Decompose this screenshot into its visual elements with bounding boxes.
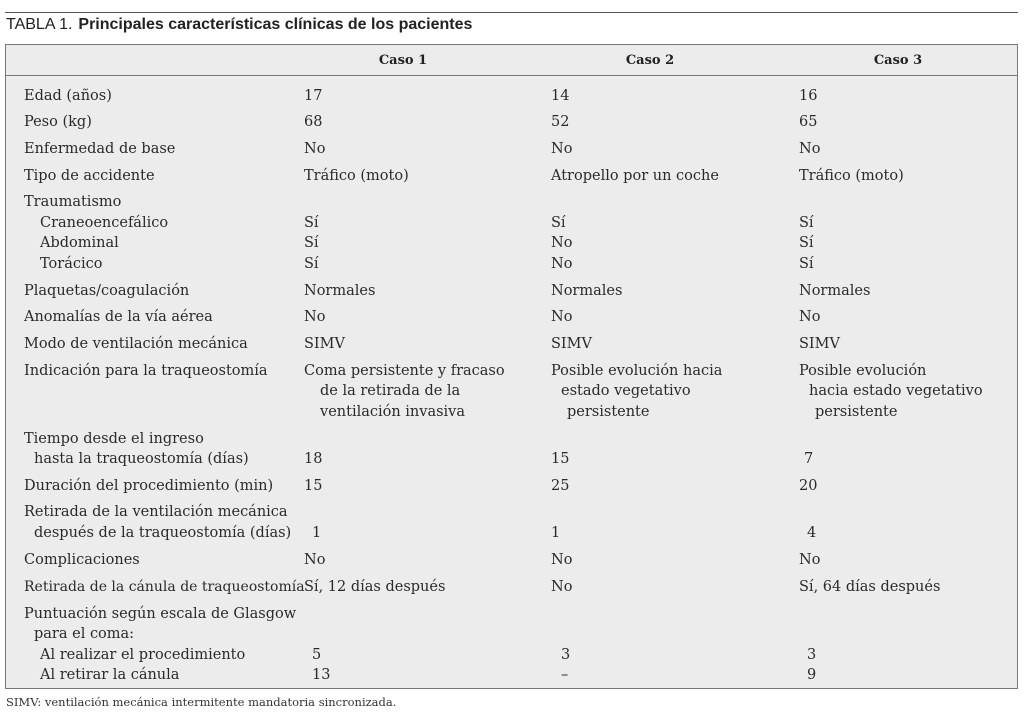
table-caption — [6, 16, 472, 34]
cell-caso-1: 18 — [304, 451, 323, 467]
cell-caso-1: 15 — [304, 478, 323, 494]
cell-caso-3-line-3: persistente — [815, 404, 898, 420]
cell-caso-2: No — [551, 579, 573, 595]
cell-caso-2: 52 — [551, 114, 570, 130]
cell-caso-2: 25 — [551, 478, 570, 494]
row-label: Puntuación según escala de Glasgow — [24, 606, 297, 622]
cell-caso-1-line-3: ventilación invasiva — [320, 404, 466, 420]
row-label: Edad (años) — [24, 88, 112, 104]
cell-caso-1: 1 — [312, 525, 322, 541]
cell-caso-3: 16 — [799, 88, 818, 104]
cell-caso-1: Tráfico (moto) — [304, 168, 409, 184]
row-label: Abdominal — [40, 235, 119, 251]
cell-caso-1: Sí, 12 días después — [304, 579, 446, 595]
row-label: Craneoencefálico — [40, 215, 169, 231]
cell-caso-1: No — [304, 552, 326, 568]
clinical-table — [5, 44, 1018, 689]
row-label: Indicación para la traqueostomía — [24, 363, 268, 379]
cell-caso-2: Atropello por un coche — [551, 168, 719, 184]
cell-caso-2: 1 — [551, 525, 561, 541]
cell-caso-2: 3 — [561, 647, 571, 663]
cell-caso-3: Tráfico (moto) — [799, 168, 904, 184]
row-label-continued: para el coma: — [34, 626, 135, 642]
cell-caso-2: Sí — [551, 215, 566, 231]
row-label: Anomalías de la vía aérea — [24, 309, 213, 325]
cell-caso-1: Normales — [304, 283, 376, 299]
table-number: TABLA 1. — [6, 16, 73, 33]
row-label: Traumatismo — [24, 194, 122, 210]
cell-caso-3: Sí — [799, 256, 814, 272]
cell-caso-3: No — [799, 552, 821, 568]
cell-caso-1: Sí — [304, 215, 319, 231]
cell-caso-3: Normales — [799, 283, 871, 299]
cell-caso-3: Sí — [799, 215, 814, 231]
table-title: Principales características clínicas de los pacientes — [78, 16, 473, 33]
row-label: Torácico — [40, 256, 103, 272]
cell-caso-2: 14 — [551, 88, 570, 104]
cell-caso-3: 7 — [804, 451, 814, 467]
cell-caso-3: 9 — [807, 667, 817, 683]
table-footnote: SIMV: ventilación mecánica intermitente mandatoria sincronizada. — [6, 695, 397, 709]
header-caso-3: Caso 3 — [873, 53, 923, 68]
row-label: Duración del procedimiento (min) — [24, 478, 274, 494]
row-label: Plaquetas/coagulación — [24, 283, 190, 299]
top-rule — [5, 12, 1018, 13]
cell-caso-1: SIMV — [304, 336, 345, 352]
row-label: Retirada de la ventilación mecánica — [24, 504, 288, 520]
cell-caso-1-line-1: Coma persistente y fracaso — [304, 363, 505, 379]
row-label-continued: hasta la traqueostomía (días) — [34, 451, 249, 467]
cell-caso-3-line-1: Posible evolución — [799, 363, 927, 379]
cell-caso-3: 20 — [799, 478, 818, 494]
cell-caso-2: No — [551, 141, 573, 157]
cell-caso-3: 3 — [807, 647, 817, 663]
row-label: Tiempo desde el ingreso — [24, 431, 204, 447]
cell-caso-1: 13 — [312, 667, 331, 683]
cell-caso-3: Sí, 64 días después — [799, 579, 941, 595]
cell-caso-1: 68 — [304, 114, 323, 130]
cell-caso-3: 65 — [799, 114, 818, 130]
cell-caso-2: – — [561, 667, 569, 683]
cell-caso-1-line-2: de la retirada de la — [320, 383, 461, 399]
cell-caso-2: SIMV — [551, 336, 592, 352]
cell-caso-2-line-2: estado vegetativo — [561, 383, 691, 399]
cell-caso-3: No — [799, 309, 821, 325]
cell-caso-1: No — [304, 141, 326, 157]
row-label: Complicaciones — [24, 552, 140, 568]
header-caso-1: Caso 1 — [378, 53, 428, 68]
cell-caso-2-line-1: Posible evolución hacia — [551, 363, 723, 379]
cell-caso-3-line-2: hacia estado vegetativo — [809, 383, 983, 399]
row-label: Tipo de accidente — [24, 168, 155, 184]
cell-caso-2-line-3: persistente — [567, 404, 650, 420]
cell-caso-1: No — [304, 309, 326, 325]
cell-caso-2: Normales — [551, 283, 623, 299]
table-header-row — [6, 45, 1017, 76]
row-label: Al realizar el procedimiento — [40, 647, 246, 663]
row-label: Modo de ventilación mecánica — [24, 336, 248, 352]
cell-caso-3: Sí — [799, 235, 814, 251]
cell-caso-2: No — [551, 552, 573, 568]
cell-caso-1: 5 — [312, 647, 322, 663]
cell-caso-2: No — [551, 256, 573, 272]
row-label: Enfermedad de base — [24, 141, 176, 157]
cell-caso-3: No — [799, 141, 821, 157]
cell-caso-2: No — [551, 309, 573, 325]
cell-caso-2: 15 — [551, 451, 570, 467]
cell-caso-3: 4 — [807, 525, 817, 541]
row-label: Al retirar la cánula — [40, 667, 180, 683]
cell-caso-1: Sí — [304, 235, 319, 251]
row-label-continued: después de la traqueostomía (días) — [34, 525, 292, 541]
cell-caso-2: No — [551, 235, 573, 251]
cell-caso-3: SIMV — [799, 336, 840, 352]
cell-caso-1: 17 — [304, 88, 323, 104]
row-label: Peso (kg) — [24, 114, 92, 130]
row-label: Retirada de la cánula de traqueostomía — [24, 579, 305, 595]
cell-caso-1: Sí — [304, 256, 319, 272]
header-caso-2: Caso 2 — [625, 53, 675, 68]
